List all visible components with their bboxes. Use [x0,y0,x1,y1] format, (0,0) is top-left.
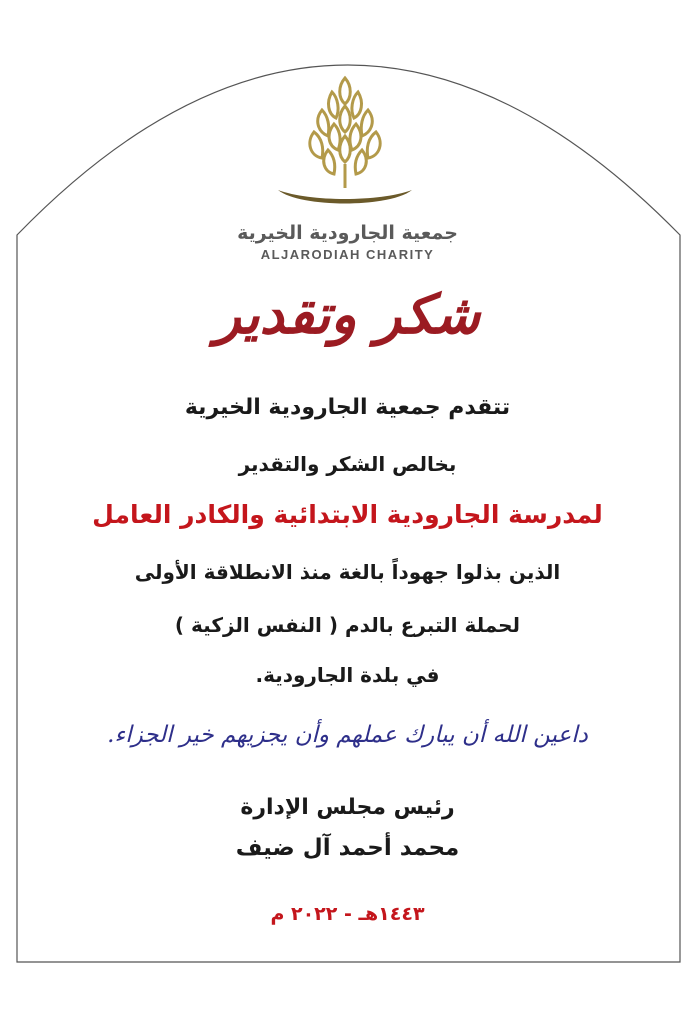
location-line: في بلدة الجارودية. [255,663,440,687]
recipient-line: لمدرسة الجارودية الابتدائية والكادر العامل [92,500,603,529]
wheat-emblem-icon [270,70,420,215]
certificate-title: شكر وتقدير [214,282,481,346]
logo-name-arabic: جمعية الجارودية الخيرية [237,222,458,244]
logo-name-english: ALJARODIAH CHARITY [260,247,435,262]
prayer-line: داعين الله أن يبارك عملهم وأن يجزيهم خير الجزاء. [107,722,588,748]
campaign-line: لحملة التبرع بالدم ( النفس الزكية ) [174,613,521,637]
effort-line: الذين بذلوا جهوداً بالغة منذ الانطلاقة الأولى [134,560,561,584]
thanks-line: بخالص الشكر والتقدير [238,452,457,476]
signer-name: محمد أحمد آل ضيف [235,835,460,861]
signer-title: رئيس مجلس الإدارة [240,795,455,820]
intro-line: تتقدم جمعية الجارودية الخيرية [184,395,511,420]
certificate-date: ١٤٤٣هـ - ٢٠٢٢ م [270,903,425,925]
